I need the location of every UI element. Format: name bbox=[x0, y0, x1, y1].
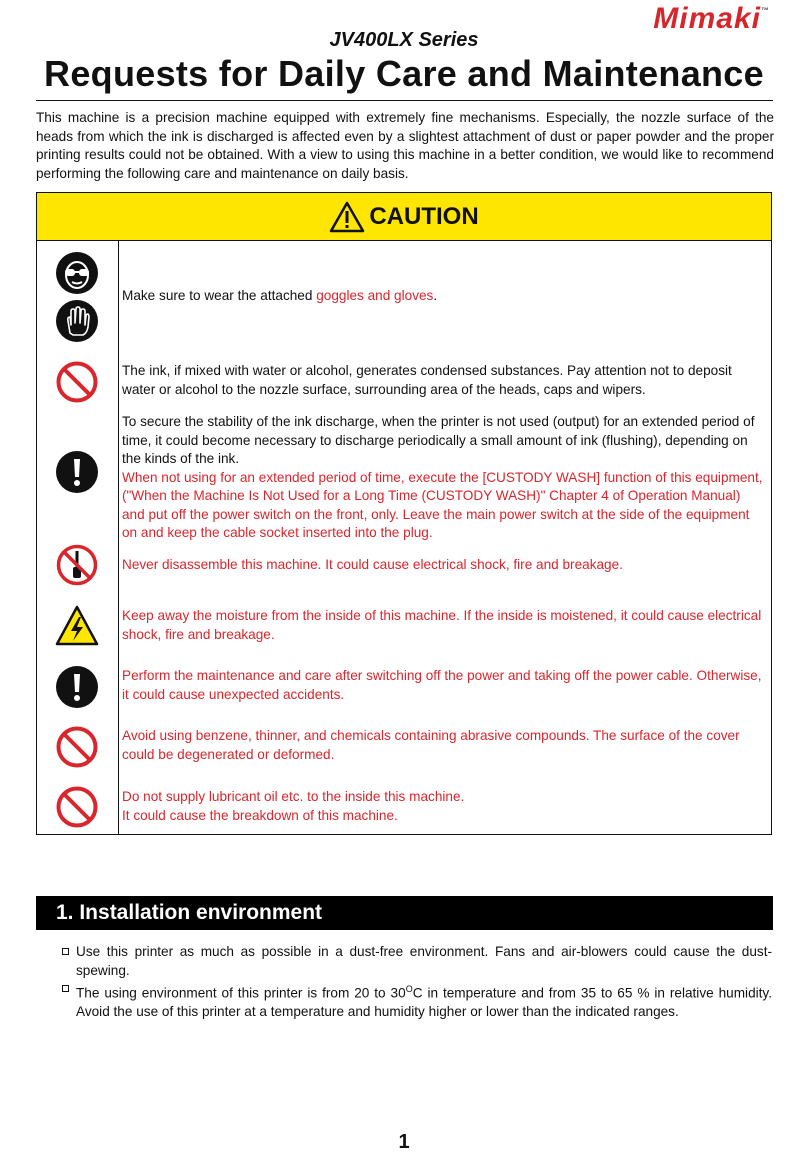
caution-emphasis: goggles and gloves bbox=[316, 288, 434, 303]
caution-text: . bbox=[433, 288, 438, 303]
caution-header bbox=[37, 193, 771, 241]
prohibition-icon bbox=[55, 725, 99, 769]
caution-title: CAUTION bbox=[369, 202, 479, 230]
section-heading-installation: 1. Installation environment bbox=[36, 896, 773, 930]
caution-item-goggles bbox=[122, 287, 765, 306]
prohibition-icon bbox=[55, 360, 99, 404]
mandatory-action-icon bbox=[55, 450, 99, 494]
list-item bbox=[76, 943, 772, 980]
brand-name: Mimaki bbox=[653, 2, 761, 35]
caution-item-moisture: Keep away the moisture from the inside of this machine. If the inside is moistened, it could cause electrical shock, fire and breakage. bbox=[122, 608, 762, 642]
caution-item-long-storage bbox=[122, 413, 765, 543]
caution-item-chemicals: Avoid using benzene, thinner, and chemicals containing abrasive compounds. The surface of the cover could be degenerated or deformed. bbox=[122, 728, 740, 762]
bullet-square-icon bbox=[62, 948, 69, 955]
caution-item-power-off: Perform the maintenance and care after switching off the power and taking off the power cable. Otherwise, it could cause unexpected accidents. bbox=[122, 668, 762, 702]
caution-item-disassembly: Never disassemble this machine. It could cause electrical shock, fire and breakage. bbox=[122, 557, 623, 572]
caution-emphasis: It could cause the breakdown of this machine. bbox=[122, 807, 398, 823]
caution-box bbox=[36, 192, 772, 835]
caution-emphasis: When not using for an extended period of time, execute the [CUSTODY WASH] function of this equipment, ("When the Machine Is Not Used for a Long Time (CUSTODY WASH)" Chapter 4 of Operation Manual) and put off the power switch on the front, only. Leave the main power switch at the side of the equipment on and keep the cable socket inserted into the plug. bbox=[122, 469, 763, 540]
no-disassembly-icon bbox=[55, 543, 99, 587]
gloves-icon bbox=[55, 299, 99, 343]
caution-item-lubricant bbox=[122, 788, 765, 825]
installation-bullet-list bbox=[76, 943, 772, 1022]
bullet-text: The using environment of this printer is from 20 to 30 bbox=[76, 985, 406, 1001]
page-title: Requests for Daily Care and Maintenance bbox=[44, 53, 764, 94]
trademark-mark: ™ bbox=[761, 6, 770, 15]
caution-text: To secure the stability of the ink discharge, when the printer is not used (output) for an extended period of time, it could become necessary to discharge periodically a small amount of ink (flushing), depending on the kinds of the ink. bbox=[122, 414, 755, 466]
list-item bbox=[76, 980, 772, 1022]
page-number: 1 bbox=[398, 1131, 410, 1153]
caution-item-water-alcohol: The ink, if mixed with water or alcohol, generates condensed substances. Pay attention not to deposit water or alcohol to the nozzle surface, surrounding area of the heads, caps and wipers. bbox=[122, 363, 732, 397]
title-rule bbox=[36, 100, 773, 101]
intro-paragraph: This machine is a precision machine equipped with extremely fine mechanisms. Especially, the nozzle surface of the heads from which the ink is discharged is affected even by a slightest attachment of dust or paper powder and the proper printing results could not be obtained. With a view to using this machine in a better condition, we would like to recommend performing the following care and maintenance on daily basis. bbox=[36, 110, 774, 181]
bullet-square-icon bbox=[62, 985, 69, 992]
goggles-icon bbox=[55, 251, 99, 295]
warning-triangle-icon bbox=[329, 201, 365, 233]
degree-superscript: O bbox=[405, 984, 413, 994]
caution-icon-column bbox=[37, 241, 119, 834]
caution-emphasis: Do not supply lubricant oil etc. to the inside this machine. bbox=[122, 789, 465, 804]
electric-shock-warning-icon bbox=[55, 604, 99, 648]
series-title: JV400LX Series bbox=[329, 29, 479, 51]
bullet-text: C in temperature and from 35 to 65 % in relative humidity. Avoid the use of this printer at a temperature and humidity higher or lower than the indicated ranges. bbox=[76, 985, 772, 1020]
mandatory-action-icon bbox=[55, 665, 99, 709]
prohibition-icon bbox=[55, 785, 99, 829]
caution-text: Make sure to wear the attached bbox=[122, 288, 317, 303]
bullet-text: Use this printer as much as possible in a dust-free environment. Fans and air-blowers could cause the dust-spewing. bbox=[76, 944, 772, 978]
